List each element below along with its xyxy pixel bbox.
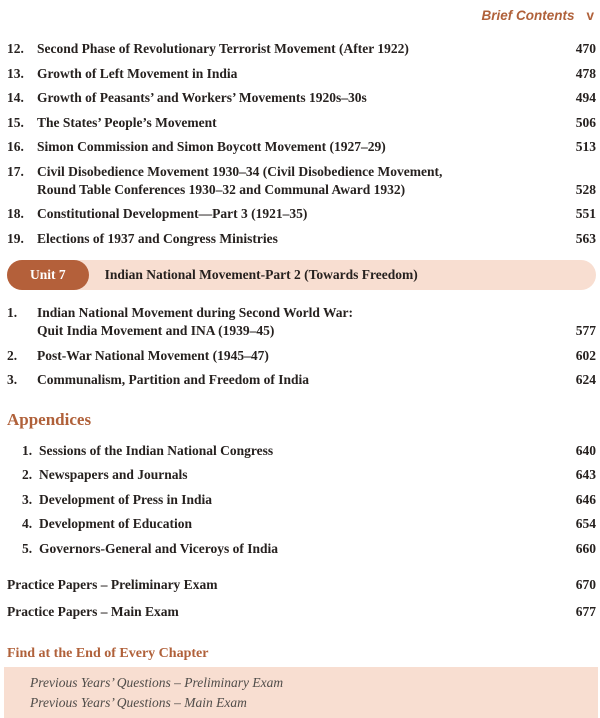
toc-item-number: 13. [7, 65, 24, 81]
appendix-list [7, 442, 596, 565]
page-roman-number: v [586, 8, 594, 23]
toc-item-title: The States’ People’s Movement [37, 114, 217, 130]
unit-title: Indian National Movement-Part 2 (Towards Freedom) [104, 267, 418, 282]
toc-item-page: 646 [575, 491, 596, 507]
toc-item-page: 677 [575, 604, 596, 619]
toc-item-title: Growth of Peasants’ and Workers’ Movements 1920s–30s [37, 90, 367, 105]
page-title: Brief Contents [481, 8, 575, 23]
toc-row [7, 114, 596, 132]
toc-item-page: 470 [575, 41, 596, 56]
toc-row [22, 515, 596, 533]
toc-item-title: Practice Papers – Preliminary Exam [7, 577, 218, 592]
toc-item-number: 5. [22, 540, 33, 556]
toc-item-title: Civil Disobedience Movement 1930–34 (Civil Disobedience Movement, Round Table Conferences 1930–32 and Communal Award 1932) [37, 163, 443, 197]
toc-item-title: Newspapers and Journals [39, 467, 188, 482]
toc-item-title: Development of Education [39, 516, 192, 531]
toc-item-page: 640 [575, 442, 596, 458]
toc-row [22, 491, 596, 509]
toc-item-page: 494 [575, 90, 596, 105]
toc-item-page: 643 [575, 467, 596, 482]
end-of-chapter-item: Previous Years’ Questions – Main Exam [30, 695, 247, 710]
toc-row [7, 40, 596, 58]
toc-item-number: 15. [7, 114, 24, 130]
toc-item-title: Elections of 1937 and Congress Ministries [37, 230, 278, 246]
unit-badge: Unit 7 [7, 260, 89, 290]
toc-item-page: 602 [575, 347, 596, 363]
toc-item-number: 14. [7, 90, 24, 105]
toc-item-page: 563 [575, 230, 596, 246]
toc-row [7, 371, 596, 389]
toc-item-title: Simon Commission and Simon Boycott Movement (1927–29) [37, 139, 386, 154]
end-of-chapter-item: Previous Years’ Questions – Preliminary Exam [30, 675, 284, 690]
toc-item-page: 624 [575, 372, 596, 387]
toc-row [22, 442, 596, 460]
toc-item-page: 660 [575, 540, 596, 556]
toc-item-page: 528 [575, 181, 596, 197]
chapter-list-main [7, 40, 596, 254]
chapter-list-unit7 [7, 304, 596, 396]
toc-item-title: Second Phase of Revolutionary Terrorist Movement (After 1922) [37, 41, 409, 56]
end-of-chapter-heading: Find at the End of Every Chapter [7, 646, 209, 661]
toc-item-title: Constitutional Development—Part 3 (1921–35) [37, 206, 308, 221]
toc-item-number: 16. [7, 139, 24, 154]
toc-row [7, 347, 596, 365]
toc-row [7, 65, 596, 83]
toc-row [22, 466, 596, 484]
toc-item-title: Sessions of the Indian National Congress [39, 442, 274, 458]
toc-row [7, 576, 596, 594]
toc-item-number: 17. [7, 163, 24, 179]
toc-item-title: Post-War National Movement (1945–47) [37, 347, 269, 363]
toc-item-number: 1. [7, 305, 18, 320]
toc-item-number: 1. [22, 442, 33, 458]
appendices-heading: Appendices [7, 409, 92, 429]
toc-row [7, 89, 596, 107]
toc-item-title: Indian National Movement during Second World War: Quit India Movement and INA (1939–45) [37, 305, 354, 338]
toc-row [7, 163, 596, 199]
toc-item-page: 670 [575, 577, 596, 592]
toc-item-page: 654 [575, 516, 596, 531]
toc-row [7, 603, 596, 621]
toc-row [7, 304, 596, 340]
toc-item-page: 513 [575, 139, 596, 154]
toc-row [7, 205, 596, 223]
toc-item-number: 2. [7, 347, 18, 363]
toc-item-title: Development of Press in India [39, 491, 213, 507]
toc-item-title: Communalism, Partition and Freedom of India [37, 372, 310, 387]
toc-item-number: 4. [22, 516, 33, 531]
toc-item-page: 478 [575, 65, 596, 81]
toc-row [22, 540, 596, 558]
toc-item-title: Growth of Left Movement in India [37, 65, 238, 81]
practice-papers-list [7, 576, 596, 630]
toc-item-number: 12. [7, 41, 24, 56]
unit-banner [7, 260, 596, 290]
toc-item-number: 3. [7, 372, 18, 387]
toc-item-title: Practice Papers – Main Exam [7, 604, 179, 619]
toc-row [7, 230, 596, 248]
toc-item-page: 551 [575, 206, 596, 221]
toc-item-number: 3. [22, 491, 33, 507]
toc-item-number: 18. [7, 206, 24, 221]
toc-item-title: Governors-General and Viceroys of India [39, 540, 278, 556]
end-of-chapter-box [4, 667, 598, 718]
toc-item-number: 19. [7, 230, 24, 246]
toc-item-page: 577 [575, 323, 596, 338]
toc-item-page: 506 [575, 114, 596, 130]
toc-row [7, 138, 596, 156]
toc-item-number: 2. [22, 467, 33, 482]
page-header [7, 8, 596, 24]
